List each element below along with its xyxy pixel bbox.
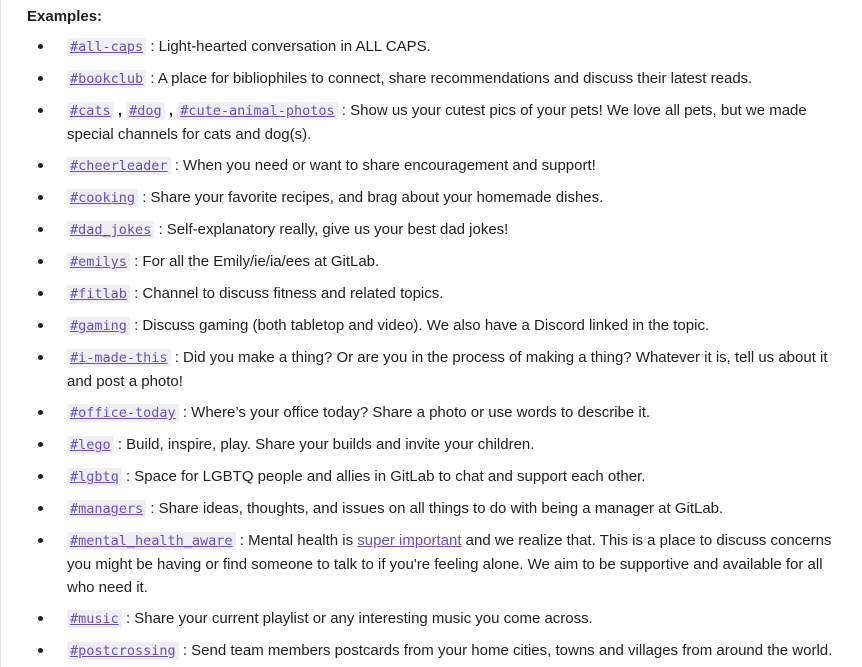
item-description: : Space for LGBTQ people and allies in GitLab to chat and support each other.	[125, 468, 646, 485]
channel-link-emilys[interactable]: #emilys	[67, 253, 130, 271]
list-item	[67, 529, 852, 599]
list-item	[67, 497, 852, 521]
examples-heading: Examples:	[27, 8, 103, 25]
item-description: : For all the Emily/ie/ia/ees at GitLab.	[134, 253, 380, 270]
channel-link-dad-jokes[interactable]: #dad_jokes	[67, 221, 154, 239]
list-item	[67, 218, 852, 242]
item-description: : Where’s your office today? Share a photo or use words to describe it.	[182, 404, 651, 421]
list-item	[67, 154, 852, 178]
item-description: : Share your favorite recipes, and brag about your homemade dishes.	[142, 189, 604, 206]
channel-link-music[interactable]: #music	[67, 610, 122, 628]
list-item	[67, 35, 852, 59]
channel-list	[27, 35, 852, 663]
item-description: : Light-hearted conversation in ALL CAPS.	[150, 38, 431, 55]
channel-link-lgbtq[interactable]: #lgbtq	[67, 468, 122, 486]
channel-link-mental-health-aware[interactable]: #mental_health_aware	[67, 532, 236, 550]
left-border	[0, 0, 1, 667]
examples-section	[27, 7, 852, 667]
list-item	[67, 282, 852, 306]
channel-link-office-today[interactable]: #office-today	[67, 404, 179, 422]
list-item	[67, 67, 852, 91]
channel-link-cute-animal-photos[interactable]: #cute-animal-photos	[177, 102, 337, 120]
list-item	[67, 250, 852, 274]
list-item	[67, 433, 852, 457]
item-description: : Did you make a thing? Or are you in the process of making a thing? Whatever it is, tell us about it and post a photo!	[67, 349, 828, 390]
item-description: : Discuss gaming (both tabletop and video). We also have a Discord linked in the topic.	[134, 317, 710, 334]
channel-link-lego[interactable]: #lego	[67, 436, 114, 454]
list-item	[67, 465, 852, 489]
item-description: : Send team members postcards from your home cities, towns and villages from around the world.	[182, 642, 833, 659]
super-important-link[interactable]: super important	[357, 532, 462, 549]
channel-link-postcrossing[interactable]: #postcrossing	[67, 642, 179, 660]
channel-separator: ,	[117, 102, 122, 119]
item-description: : Mental health is	[239, 532, 358, 549]
channel-link-bookclub[interactable]: #bookclub	[67, 70, 146, 88]
item-description: : Share your current playlist or any interesting music you come across.	[125, 610, 593, 627]
list-item	[67, 401, 852, 425]
channel-link-all-caps[interactable]: #all-caps	[67, 38, 146, 56]
channel-link-dog[interactable]: #dog	[126, 102, 165, 120]
item-description: : Channel to discuss fitness and related topics.	[134, 285, 444, 302]
channel-link-cats[interactable]: #cats	[67, 102, 114, 120]
item-description: and we realize that. This is a place to discuss concerns you might be having or find someone to talk to if you're feeling alone. We aim to be supportive and available for all who need it.	[67, 532, 832, 596]
list-item	[67, 99, 852, 146]
channel-link-gaming[interactable]: #gaming	[67, 317, 130, 335]
list-item	[67, 346, 852, 393]
channel-link-fitlab[interactable]: #fitlab	[67, 285, 130, 303]
channel-link-managers[interactable]: #managers	[67, 500, 146, 518]
item-description: : A place for bibliophiles to connect, share recommendations and discuss their latest reads.	[150, 70, 753, 87]
list-item	[67, 607, 852, 631]
channel-separator: ,	[168, 102, 174, 119]
list-item	[67, 186, 852, 210]
item-description: : Show us your cutest pics of your pets! We love all pets, but we made special channels for cats and dog(s).	[67, 102, 807, 143]
list-item	[67, 314, 852, 338]
item-description: : Self-explanatory really, give us your best dad jokes!	[158, 221, 509, 238]
channel-link-cheerleader[interactable]: #cheerleader	[67, 157, 171, 175]
channel-link-cooking[interactable]: #cooking	[67, 189, 138, 207]
item-description: : When you need or want to share encouragement and support!	[174, 157, 596, 174]
item-description: : Build, inspire, play. Share your builds and invite your children.	[117, 436, 535, 453]
channel-link-i-made-this[interactable]: #i-made-this	[67, 349, 171, 367]
item-description: : Share ideas, thoughts, and issues on all things to do with being a manager at GitLab.	[150, 500, 724, 517]
list-item	[67, 639, 852, 663]
